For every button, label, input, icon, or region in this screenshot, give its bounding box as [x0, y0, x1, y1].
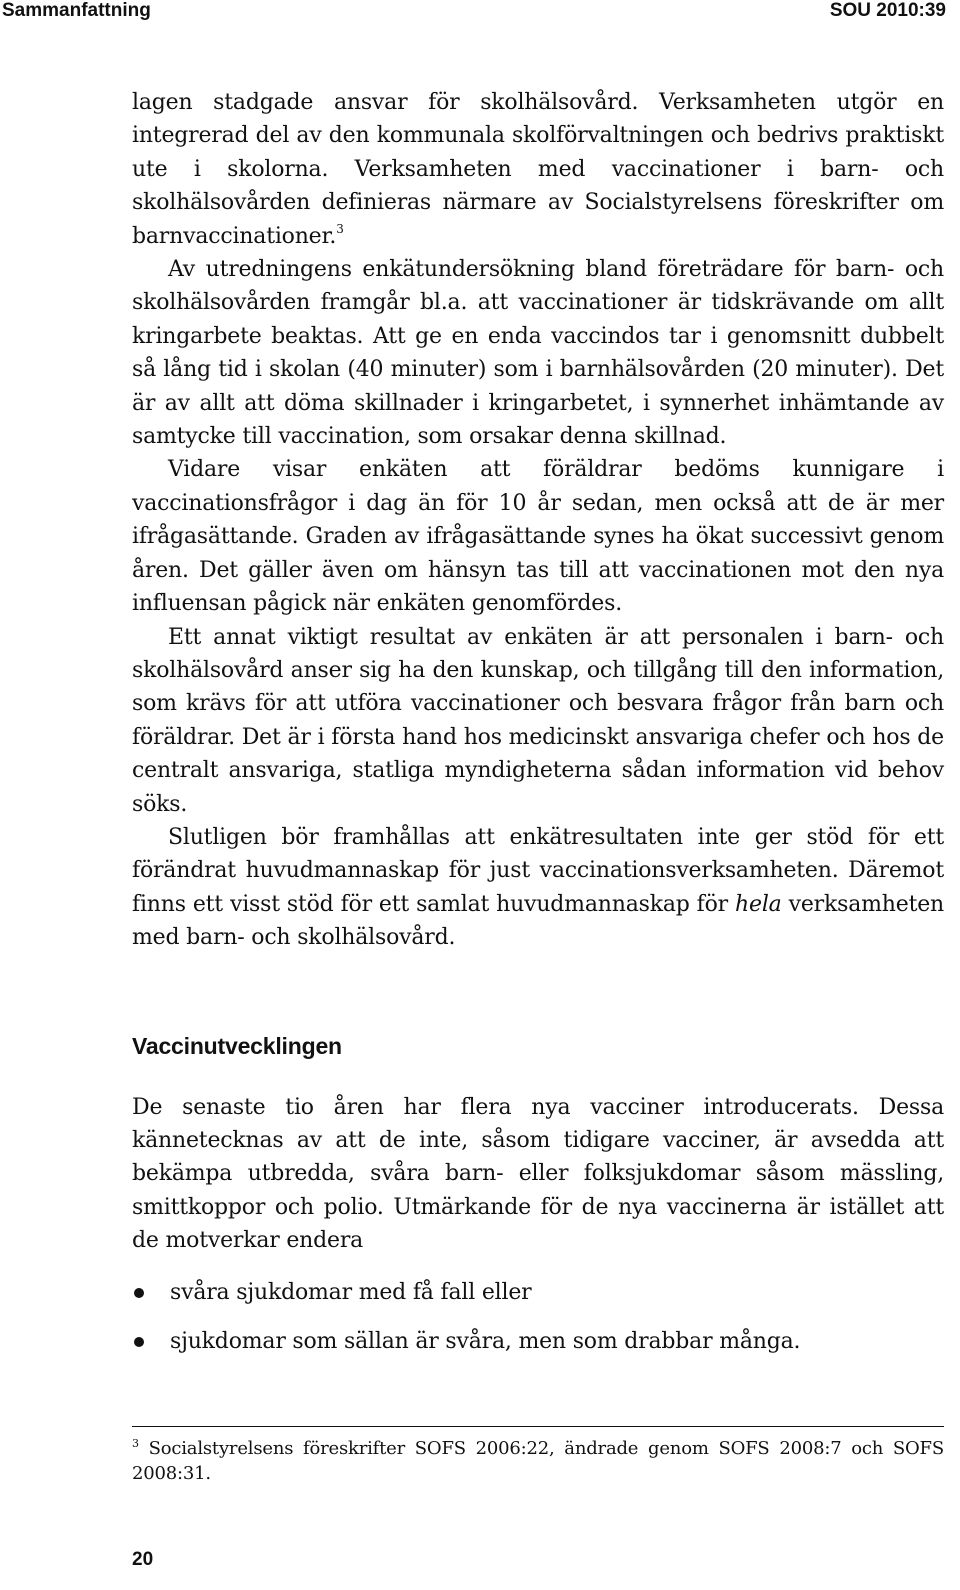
paragraph-5 [132, 821, 944, 955]
section-paragraph-1: De senaste tio åren har flera nya vacciner introducerats. Dessa kännetecknas av att de inte, såsom tidigare vacciner, är avsedda att bekämpa utbredda, svåra barn- eller folksjukdomar såsom mässling, smittkoppor och polio. Utmärkande för de nya vaccinerna är istället att de motverkar endera [132, 1094, 944, 1254]
paragraph-1 [132, 86, 944, 253]
paragraph-2: Av utredningens enkätundersökning bland företrädare för barn- och skolhälsovården framgår bl.a. att vaccinationer är tidskrävande om allt kringarbete beaktas. Att ge en enda vaccindos tar i genomsnitt dubbelt så lång tid i skolan (40 minuter) som i barnhälsovården (20 minuter). Det är av allt att döma skillnader i kringarbetet, i synnerhet inhämtande av samtycke till vaccination, som orsakar denna skillnad. [132, 257, 944, 450]
paragraph-1-text: lagen stadgade ansvar för skolhälsovård. Verksamheten utgör en integrerad del av den kommunala skolförvaltningen och bedrivs praktiskt ute i skolorna. Verksamheten med vaccinationer i barn- och skolhälsovården definieras närmare av Socialstyrelsens föreskrifter om barnvaccinationer. [132, 90, 944, 249]
paragraph-3: Vidare visar enkäten att föräldrar bedöms kunnigare i vaccinationsfrågor i dag än för 10 år sedan, men också att de är mer ifrågasättande. Graden av ifrågasättande synes ha ökat successivt genom åren. Det gäller även om hänsyn tas till att vaccinationen mot den nya influensan pågick när enkäten genomfördes. [132, 457, 944, 617]
list-item-text: svåra sjukdomar med få fall eller [170, 1279, 532, 1305]
paragraph-4: Ett annat viktigt resultat av enkäten är att personalen i barn- och skolhälsovård anser sig ha den kunskap, och tillgång till den information, som krävs för att utföra vaccinationer och besvara frågor från barn och föräldrar. Det är i första hand hos medicinskt ansvariga chefer och hos de centralt ansvariga, statliga myndigheterna sådan information vid behov söks. [132, 624, 944, 817]
list-item-text: sjukdomar som sällan är svåra, men som drabbar många. [170, 1328, 801, 1354]
paragraph-5-text-a: Slutligen bör framhållas att enkätresultaten inte ger stöd för ett förändrat huvudmannaskap för just vaccinationsverksamheten. Däremot finns ett visst stöd för ett samlat huvudmannaskap för [132, 824, 944, 917]
footnote-text: Socialstyrelsens föreskrifter SOFS 2006:22, ändrade genom SOFS 2008:7 och SOFS 2008:31. [132, 1438, 944, 1484]
footnote-reference: 3 [336, 221, 344, 236]
section-heading: Vaccinutvecklingen [132, 1032, 342, 1059]
running-header [0, 0, 960, 26]
bullet-icon [134, 1337, 144, 1347]
list-item [132, 1276, 944, 1309]
footnote-divider [132, 1426, 944, 1427]
body-text [132, 86, 944, 1374]
bullet-icon [134, 1288, 144, 1298]
header-report-id: SOU 2010:39 [829, 0, 946, 21]
paragraph-5-text-b: verksamheten med barn- och skolhälsovård. [132, 891, 945, 951]
bullet-list [132, 1276, 944, 1358]
list-item [132, 1325, 944, 1358]
footnote-number: 3 [132, 1437, 139, 1450]
header-section-title: Sammanfattning [2, 0, 151, 21]
paragraph-5-emphasis: hela [735, 891, 782, 917]
page-number: 20 [132, 1549, 154, 1570]
footnote [132, 1436, 944, 1486]
